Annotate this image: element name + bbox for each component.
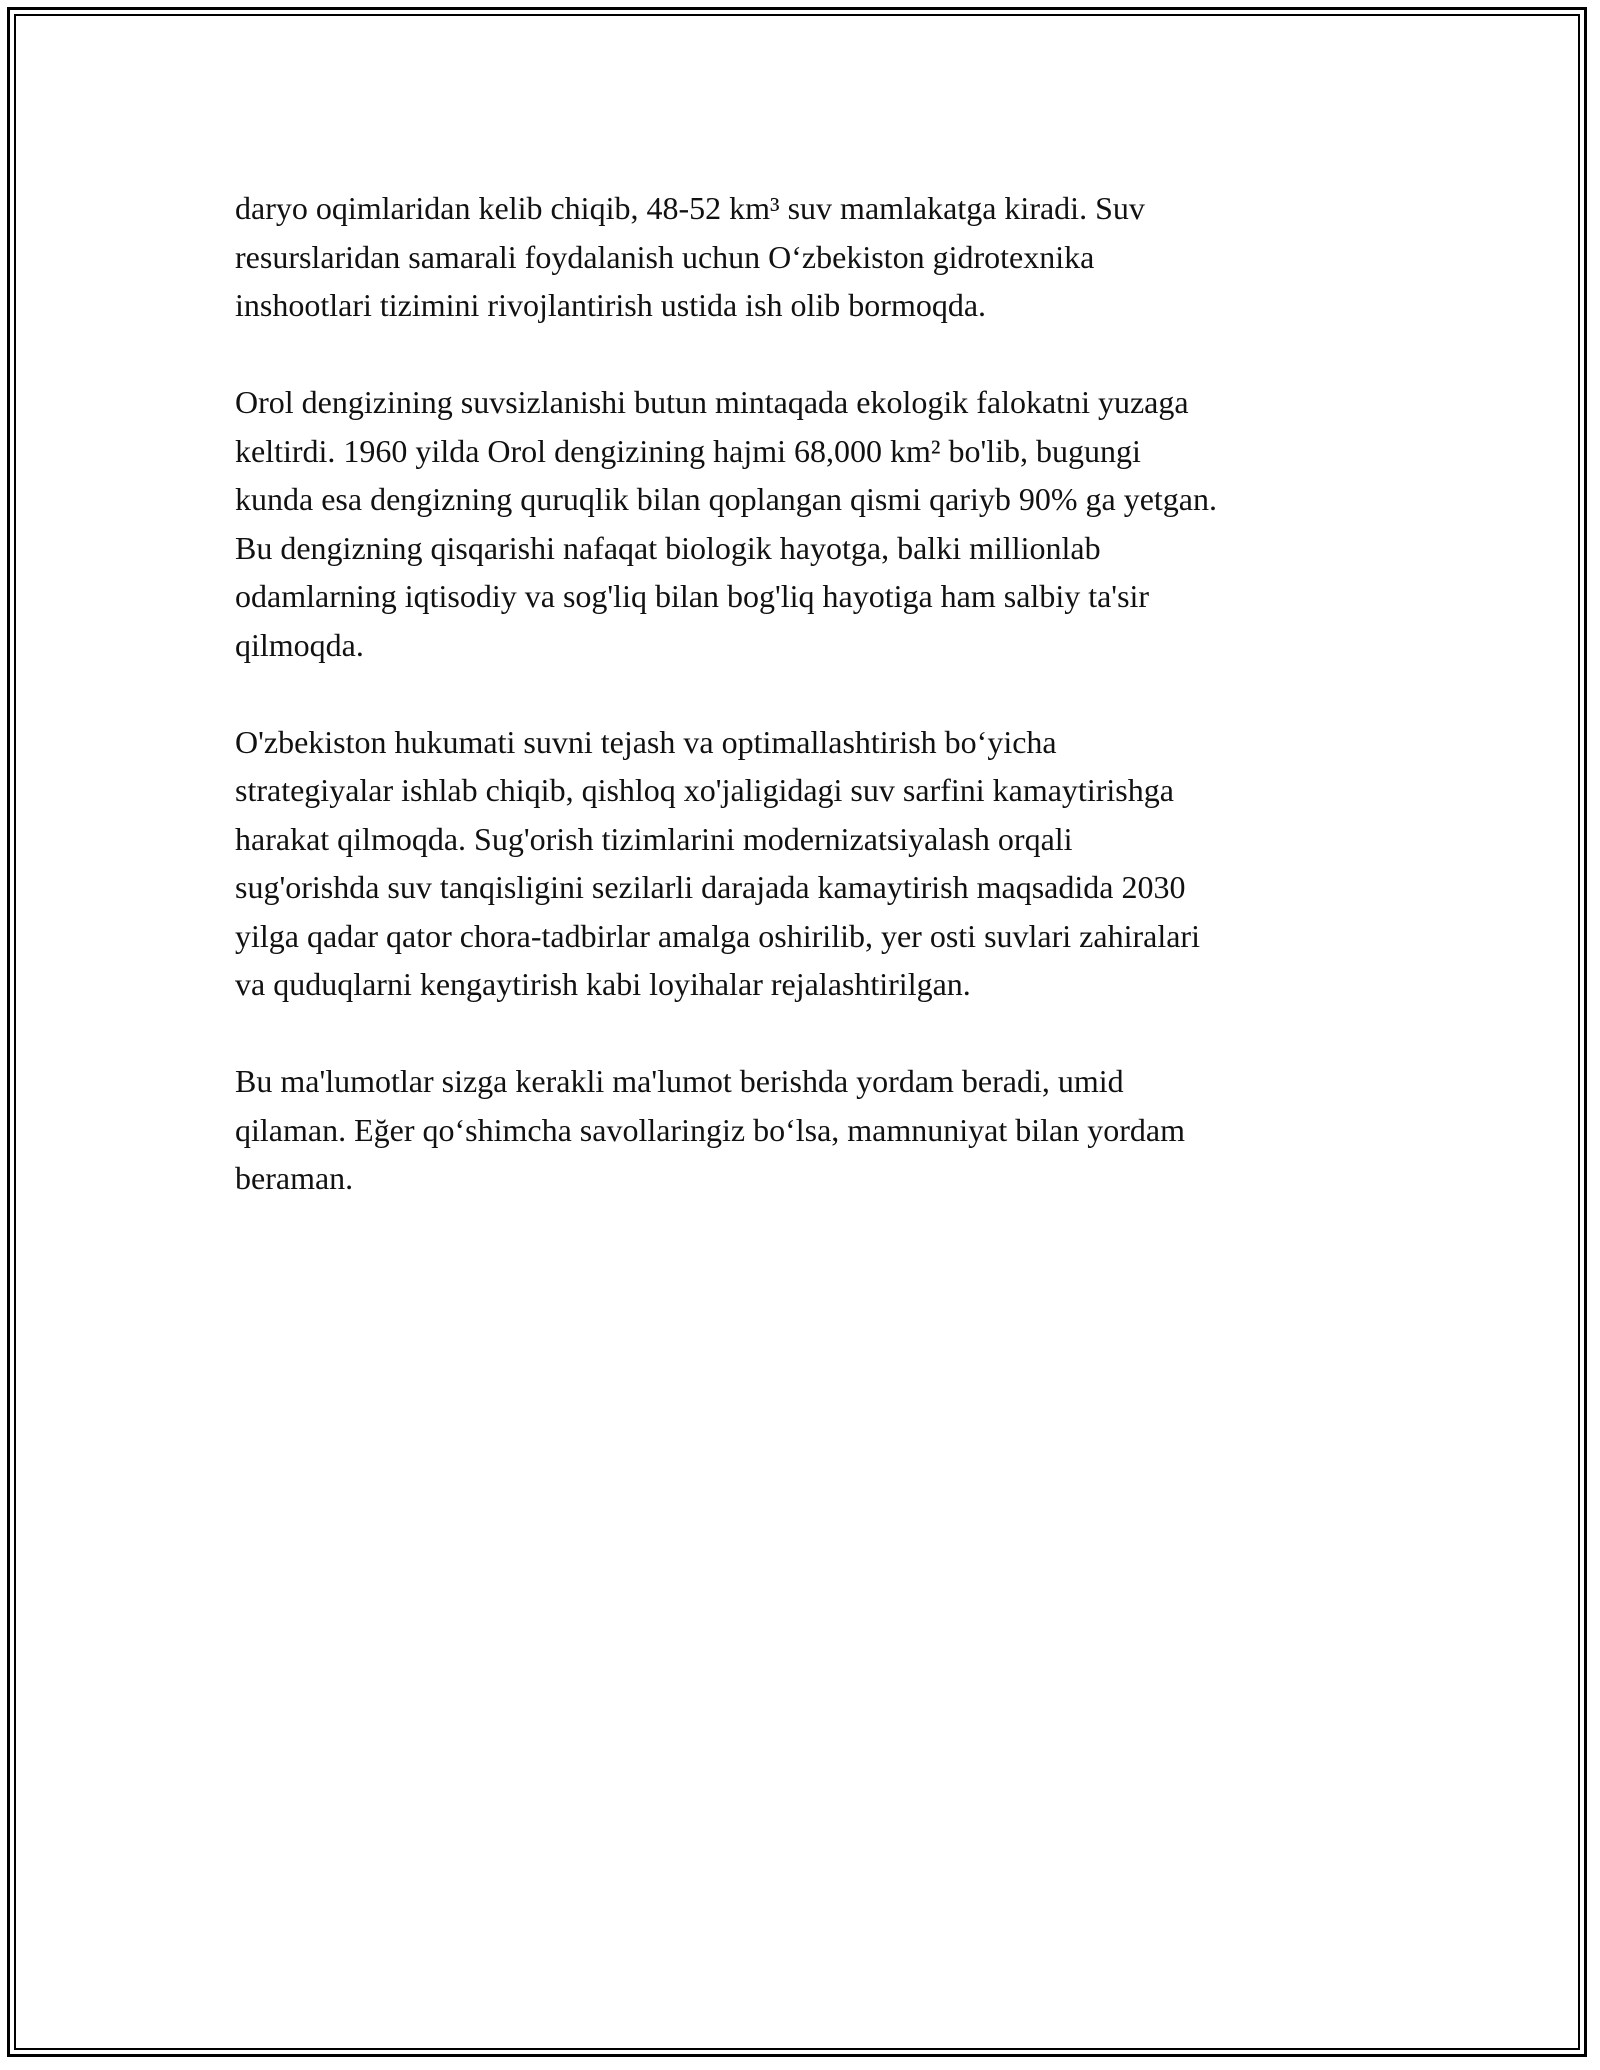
paragraph-water-resources: daryo oqimlaridan kelib chiqib, 48-52 km³ suv mamlakatga kiradi. Suv resurslaridan samarali foydalanish uchun O‘zbekiston gidrotexnika inshootlari tizimini rivojlantirish ustida ish olib bormoqda. [235, 190, 1145, 323]
document-body [235, 184, 1375, 1251]
paragraph-aral-sea: Orol dengizining suvsizlanishi butun mintaqada ekologik falokatni yuzaga keltirdi. 1960 yilda Orol dengizining hajmi 68,000 km² bo'lib, bugungi kunda esa dengizning quruqlik bilan qoplangan qismi qariyb 90% ga yetgan. Bu dengizning qisqarishi nafaqat biologik hayotga, balki millionlab odamlarning iqtisodiy va sog'liq bilan bog'liq hayotiga ham salbiy ta'sir qilmoqda. [235, 384, 1217, 663]
paragraph-government-strategy: O'zbekiston hukumati suvni tejash va optimallashtirish bo‘yicha strategiyalar ishlab chiqib, qishloq xo'jaligidagi suv sarfini kamaytirishga harakat qilmoqda. Sug'orish tizimlarini modernizatsiyalash orqali sug'orishda suv tanqisligini sezilarli darajada kamaytirish maqsadida 2030 yilga qadar qator chora-tadbirlar amalga oshirilib, yer osti suvlari zahiralari va quduqlarni kengaytirish kabi loyihalar rejalashtirilgan. [235, 723, 1200, 1002]
paragraph-closing: Bu ma'lumotlar sizga kerakli ma'lumot berishda yordam beradi, umid qilaman. Eğer qo‘shimcha savollaringiz bo‘lsa, mamnuniyat bilan yordam beraman. [235, 1063, 1185, 1196]
